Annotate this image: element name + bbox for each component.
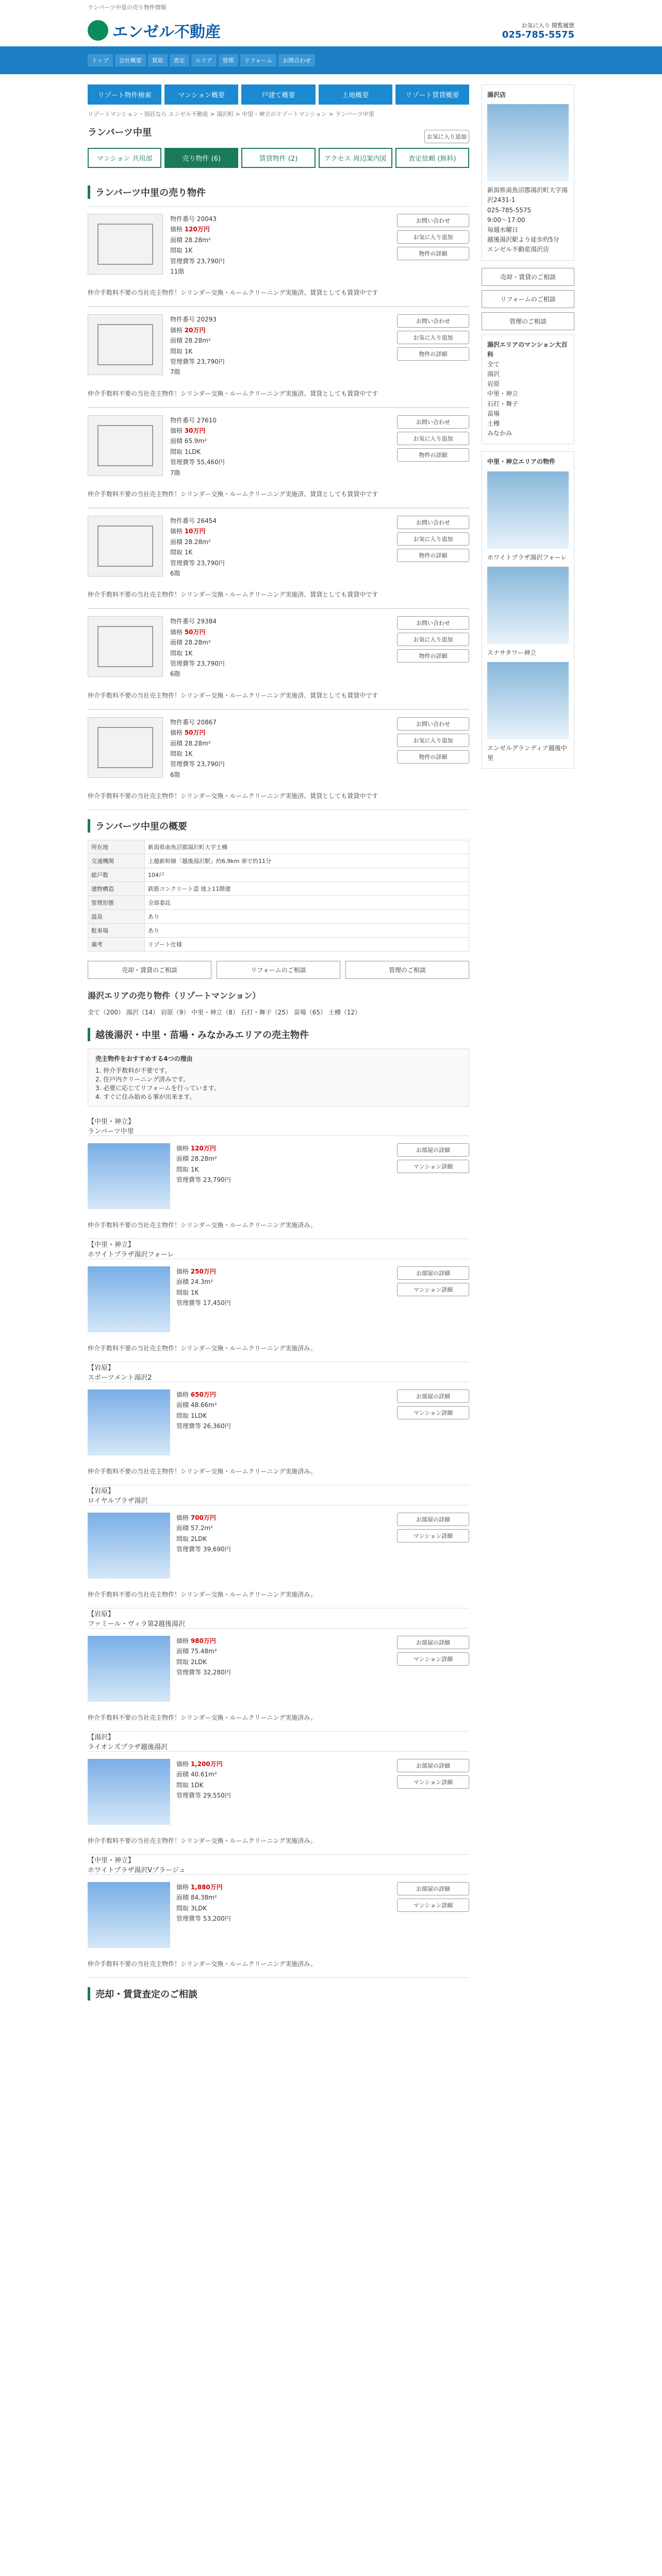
resort-tag: 【中里・神立】 (88, 1118, 135, 1126)
nav-item[interactable]: 買取 (148, 54, 168, 66)
side-property-photo (487, 662, 569, 739)
consult-buttons (88, 961, 469, 979)
property-row (88, 408, 469, 485)
resort-row (88, 1874, 469, 1955)
resort-comment: 仲介手数料不要の当社売主物件！シリンダー交換・ルームクリーニング実施済み。 (88, 1586, 469, 1608)
overview-label: 駐車場 (88, 924, 145, 938)
global-nav (0, 46, 662, 74)
nav-item[interactable]: エリア (191, 54, 217, 66)
resort-photo (88, 1882, 170, 1948)
area-heading: 湯沢エリアの売り物件（リゾートマンション） (88, 991, 261, 1001)
overview-label: 管理形態 (88, 896, 145, 910)
resort-detail-button[interactable]: お部屋の詳細 (397, 1389, 469, 1403)
property-comment: 仲介手数料不要の当社売主物件！シリンダー交換・ルームクリーニング実施済、賃貸としても賃貸中です (88, 586, 469, 608)
resort-row (88, 1259, 469, 1340)
resort-info: 価格 1,880万円 面積 84.38m² 間取 3LDK 管理費等 53,200円 (176, 1884, 231, 1923)
resort-comment: 仲介手数料不要の当社売主物件！シリンダー交換・ルームクリーニング実施済み。 (88, 1216, 469, 1239)
property-row (88, 508, 469, 586)
office-box: 湯沢店 新潟県南魚沼郡湯沢町大字湯沢2431-1 025-785-5575 9:00〜17:00 毎週水曜日 越後湯沢駅より徒歩約5分 エンゼル不動産湯沢店 (482, 84, 574, 261)
area-list-item[interactable]: 苗場 (487, 410, 500, 417)
resort-buttons (397, 1266, 469, 1332)
resort-info: 価格 700万円 面積 57.2m² 間取 2LDK 管理費等 39,690円 (176, 1514, 231, 1553)
resort-buttons (397, 1143, 469, 1209)
resort-photo (88, 1759, 170, 1825)
subtab-1[interactable]: マンション概要 (164, 84, 238, 105)
listing-heading: ランバーツ中里の売り物件 (88, 185, 469, 199)
nav-item[interactable]: お問合わせ (278, 54, 315, 66)
favorite-button[interactable]: お気に入り追加 (397, 633, 469, 646)
site-header (0, 14, 662, 46)
subtab-4[interactable]: リゾート賃貸概要 (395, 84, 469, 105)
tab-common[interactable]: マンション 共用部 (88, 148, 161, 168)
overview-row (88, 868, 469, 882)
resort-block (88, 1362, 469, 1485)
overview-label: 総戸数 (88, 868, 145, 882)
floor-plan (88, 516, 163, 577)
detail-button[interactable]: 物件の詳細 (397, 549, 469, 562)
resort-detail-button[interactable]: お部屋の詳細 (397, 1759, 469, 1772)
resort-info: 価格 980万円 面積 75.48m² 間取 2LDK 管理費等 32,280円 (176, 1637, 231, 1676)
overview-value: 鉄筋コンクリート造 地上11階建 (145, 882, 469, 896)
side-property-name[interactable]: スナサタワー神立 (487, 649, 537, 656)
side-consult-sale[interactable]: 売却・賃貸のご相談 (482, 268, 574, 286)
resort-comment: 仲介手数料不要の当社売主物件！シリンダー交換・ルームクリーニング実施済み。 (88, 1340, 469, 1362)
favorite-button[interactable]: お気に入り追加 (424, 130, 469, 143)
resort-mansion-button[interactable]: マンション詳細 (397, 1406, 469, 1419)
resort-info: 価格 250万円 面積 24.3m² 間取 1K 管理費等 17,450円 (176, 1268, 231, 1307)
resort-buttons (397, 1759, 469, 1825)
overview-value: 上越新幹線「越後湯沢駅」約6.9km 車で約11分 (145, 854, 469, 868)
nav-item[interactable]: 管理 (219, 54, 238, 66)
resort-row (88, 1505, 469, 1586)
side-property-photo (487, 567, 569, 644)
detail-button[interactable]: 物件の詳細 (397, 750, 469, 764)
resort-info: 価格 1,200万円 面積 40.61m² 間取 1DK 管理費等 29,550円 (176, 1760, 231, 1800)
floor-plan (88, 717, 163, 778)
area-list-item[interactable]: 岩原 (487, 380, 500, 388)
resort-block (88, 1485, 469, 1608)
inquiry-button[interactable]: お問い合わせ (397, 717, 469, 731)
nav-item[interactable]: リフォーム (240, 54, 276, 66)
inquiry-button[interactable]: お問い合わせ (397, 516, 469, 529)
property-info: 物件番号 29384 価格 50万円 面積 28.28m² 間取 1K 管理費等 23,790円 6階 (170, 618, 225, 678)
resort-comment: 仲介手数料不要の当社売主物件！シリンダー交換・ルームクリーニング実施済み。 (88, 1955, 469, 1978)
resort-block (88, 1855, 469, 1978)
resort-row (88, 1751, 469, 1832)
header-contact: お気に入り 閲覧履歴 025-785-5575 (502, 22, 574, 40)
side-props-box: 中里・神立エリアの物件 ホワイトプラザ湯沢フォーレ スナサタワー神立 エンゼルグランディア越後中里 (482, 451, 574, 769)
resort-name[interactable]: スポーツメント湯沢2 (88, 1374, 152, 1382)
side-property-photo (487, 471, 569, 549)
inquiry-button[interactable]: お問い合わせ (397, 314, 469, 328)
resort-block (88, 1732, 469, 1855)
resort-name[interactable]: ファミール・ヴィラ第2越後湯沢 (88, 1620, 185, 1629)
floor-plan (88, 415, 163, 476)
inquiry-button[interactable]: お問い合わせ (397, 214, 469, 227)
top-bar: ランバーツ中里の売り物件情報 (88, 4, 167, 11)
property-buttons (397, 616, 469, 679)
resort-name[interactable]: ロイヤルプラザ湯沢 (88, 1497, 148, 1505)
favorite-button[interactable]: お気に入り追加 (397, 230, 469, 244)
detail-button[interactable]: 物件の詳細 (397, 649, 469, 663)
property-buttons (397, 214, 469, 277)
nav-item[interactable]: トップ (88, 54, 113, 66)
logo-mark-icon (88, 20, 108, 41)
resort-block (88, 1116, 469, 1239)
area-list-item[interactable]: 湯沢 (487, 370, 500, 378)
resort-tag: 【湯沢】 (88, 1734, 115, 1742)
resort-photo (88, 1266, 170, 1332)
property-buttons (397, 516, 469, 579)
overview-label: 建物構造 (88, 882, 145, 896)
site-logo[interactable]: エンゼル不動産 (88, 19, 221, 42)
side-property-name[interactable]: ホワイトプラザ湯沢フォーレ (487, 553, 567, 561)
resort-buttons (397, 1882, 469, 1948)
resort-comment: 仲介手数料不要の当社売主物件！シリンダー交換・ルームクリーニング実施済み。 (88, 1463, 469, 1485)
property-info: 物件番号 20867 価格 50万円 面積 28.28m² 間取 1K 管理費等 23,790円 6階 (170, 718, 225, 778)
sub-tabs (88, 84, 469, 105)
resort-row (88, 1382, 469, 1463)
resort-tag: 【中里・神立】 (88, 1241, 135, 1249)
inquiry-button[interactable]: お問い合わせ (397, 415, 469, 429)
breadcrumb: リゾートマンション・別荘なら エンゼル不動産 > 湯沢町 > 中里・神立のリゾートマンション > ランバーツ中里 (88, 111, 374, 117)
resort-photo (88, 1636, 170, 1702)
favorite-button[interactable]: お気に入り追加 (397, 734, 469, 747)
resort-comment: 仲介手数料不要の当社売主物件！シリンダー交換・ルームクリーニング実施済み。 (88, 1709, 469, 1732)
property-info: 物件番号 26454 価格 10万円 面積 28.28m² 間取 1K 管理費等 23,790円 6階 (170, 517, 225, 577)
overview-label: 所在地 (88, 840, 145, 854)
property-buttons (397, 415, 469, 478)
consult-sale-button[interactable]: 売却・賃貸のご相談 (88, 961, 211, 979)
resort-detail-button[interactable]: お部屋の詳細 (397, 1143, 469, 1157)
overview-value: 全部委託 (145, 896, 469, 910)
resort-mansion-button[interactable]: マンション詳細 (397, 1283, 469, 1296)
resort-detail-button[interactable]: お部屋の詳細 (397, 1882, 469, 1895)
consult-reform-button[interactable]: リフォームのご相談 (217, 961, 340, 979)
resort-tag: 【岩原】 (88, 1611, 115, 1619)
property-comment: 仲介手数料不要の当社売主物件！シリンダー交換・ルームクリーニング実施済、賃貸としても賃貸中です (88, 687, 469, 709)
property-info: 物件番号 27610 価格 30万円 面積 65.9m² 間取 1LDK 管理費等 55,460円 7階 (170, 416, 225, 477)
overview-value: あり (145, 910, 469, 924)
property-buttons (397, 717, 469, 780)
inquiry-button[interactable]: お問い合わせ (397, 616, 469, 630)
resort-name[interactable]: ランバーツ中里 (88, 1128, 134, 1136)
overview-label: 温泉 (88, 910, 145, 924)
area-list-box: 湯沢エリアのマンション大百科 全て 湯沢 岩原 中里・神立 石打・舞子 苗場 土樽 みなかみ (482, 334, 574, 445)
overview-row (88, 896, 469, 910)
overview-table (88, 840, 469, 952)
tab-valuation[interactable]: 査定依頼 (無料) (395, 148, 469, 168)
resort-row (88, 1628, 469, 1709)
property-buttons (397, 314, 469, 377)
resort-name[interactable]: ホワイトプラザ湯沢Vプラージュ (88, 1867, 186, 1875)
property-comment: 仲介手数料不要の当社売主物件！シリンダー交換・ルームクリーニング実施済、賃貸としても賃貸中です (88, 485, 469, 508)
overview-row (88, 840, 469, 854)
property-info: 物件番号 20293 価格 20万円 面積 28.28m² 間取 1K 管理費等 23,790円 7階 (170, 316, 225, 376)
detail-button[interactable]: 物件の詳細 (397, 448, 469, 462)
property-row (88, 206, 469, 284)
resort-detail-button[interactable]: お部屋の詳細 (397, 1636, 469, 1649)
property-row (88, 307, 469, 384)
floor-plan (88, 616, 163, 677)
resort-buttons (397, 1513, 469, 1579)
area-list-item[interactable]: 中里・神立 (487, 390, 519, 398)
area-list-item[interactable]: 全て (487, 360, 500, 368)
side-property-name[interactable]: エンゼルグランディア越後中里 (487, 744, 567, 762)
resort-block (88, 1239, 469, 1362)
bottom-heading: 売却・賃貸査定のご相談 (88, 1987, 469, 2001)
property-tabs (88, 148, 469, 168)
resort-tag: 【中里・神立】 (88, 1857, 135, 1865)
resort-mansion-button[interactable]: マンション詳細 (397, 1775, 469, 1789)
overview-row (88, 882, 469, 896)
resort-tag: 【岩原】 (88, 1487, 115, 1496)
resort-buttons (397, 1636, 469, 1702)
property-comment: 仲介手数料不要の当社売主物件！シリンダー交換・ルームクリーニング実施済、賃貸としても賃貸中です (88, 284, 469, 307)
area-links[interactable]: 全て（200） 湯沢（14） 岩原（9） 中里・神立（8） 石打・舞子（25） 苗場（65） 土樽（12） (88, 1009, 361, 1016)
resort-comment: 仲介手数料不要の当社売主物件！シリンダー交換・ルームクリーニング実施済み。 (88, 1832, 469, 1855)
nav-item[interactable]: 会社概要 (115, 54, 146, 66)
overview-value: 104戸 (145, 868, 469, 882)
subtab-0[interactable]: リゾート物件検索 (88, 84, 161, 105)
consult-manage-button[interactable]: 管理のご相談 (345, 961, 469, 979)
overview-value: あり (145, 924, 469, 938)
favorite-button[interactable]: お気に入り追加 (397, 331, 469, 344)
overview-heading: ランバーツ中里の概要 (88, 819, 469, 833)
property-row (88, 709, 469, 787)
side-consult-manage[interactable]: 管理のご相談 (482, 312, 574, 330)
resort-mansion-button[interactable]: マンション詳細 (397, 1652, 469, 1666)
resort-mansion-button[interactable]: マンション詳細 (397, 1160, 469, 1173)
tab-sale[interactable]: 売り物件 (6) (164, 148, 238, 168)
nav-item[interactable]: 査定 (170, 54, 189, 66)
tab-access[interactable]: アクセス 周辺案内図 (319, 148, 392, 168)
resort-detail-button[interactable]: お部屋の詳細 (397, 1513, 469, 1526)
subtab-3[interactable]: 土地概要 (319, 84, 392, 105)
resort-photo (88, 1389, 170, 1455)
resort-name[interactable]: ホワイトプラザ湯沢フォーレ (88, 1251, 174, 1259)
overview-row (88, 854, 469, 868)
property-comment: 仲介手数料不要の当社売主物件！シリンダー交換・ルームクリーニング実施済、賃貸としても賃貸中です (88, 787, 469, 810)
floor-plan (88, 214, 163, 275)
subtab-2[interactable]: 戸建て概要 (241, 84, 315, 105)
favorite-button[interactable]: お気に入り追加 (397, 532, 469, 546)
resort-detail-button[interactable]: お部屋の詳細 (397, 1266, 469, 1280)
resort-block (88, 1608, 469, 1732)
detail-button[interactable]: 物件の詳細 (397, 347, 469, 361)
resort-heading: 越後湯沢・中里・苗場・みなかみエリアの売主物件 (88, 1028, 469, 1041)
floor-plan (88, 314, 163, 375)
property-info: 物件番号 20043 価格 120万円 面積 28.28m² 間取 1K 管理費等 23,790円 11階 (170, 215, 225, 275)
overview-label: 交通機関 (88, 854, 145, 868)
property-row (88, 608, 469, 686)
area-list-item[interactable]: 石打・舞子 (487, 400, 519, 408)
resort-photo (88, 1143, 170, 1209)
page-title: ランバーツ中里 (88, 127, 152, 138)
area-list-item[interactable]: みなかみ (487, 430, 512, 437)
overview-row (88, 924, 469, 938)
resort-photo (88, 1513, 170, 1579)
resort-buttons (397, 1389, 469, 1455)
area-list-item[interactable]: 土樽 (487, 420, 500, 427)
resort-mansion-button[interactable]: マンション詳細 (397, 1899, 469, 1912)
favorite-button[interactable]: お気に入り追加 (397, 432, 469, 445)
resort-name[interactable]: ライオンズプラザ越後湯沢 (88, 1743, 168, 1752)
resort-mansion-button[interactable]: マンション詳細 (397, 1529, 469, 1543)
overview-row (88, 938, 469, 952)
reason-box: 売主物件をおすすめする4つの理由 1. 仲介手数料が不要です。 2. 住戸内クリーニング済みです。 3. 必要に応じてリフォームを行っています。 4. すぐに住み始める事が出来ます。 (88, 1048, 469, 1107)
resort-row (88, 1136, 469, 1216)
detail-button[interactable]: 物件の詳細 (397, 247, 469, 260)
tab-rent[interactable]: 賃貸物件 (2) (241, 148, 315, 168)
overview-value: リゾート仕様 (145, 938, 469, 952)
overview-value: 新潟県南魚沼郡湯沢町大字土樽 (145, 840, 469, 854)
overview-row (88, 910, 469, 924)
overview-label: 備考 (88, 938, 145, 952)
office-photo (487, 104, 569, 181)
resort-info: 価格 120万円 面積 28.28m² 間取 1K 管理費等 23,790円 (176, 1145, 231, 1184)
resort-info: 価格 650万円 面積 48.66m² 間取 1LDK 管理費等 26,360円 (176, 1391, 231, 1430)
resort-tag: 【岩原】 (88, 1364, 115, 1372)
property-comment: 仲介手数料不要の当社売主物件！シリンダー交換・ルームクリーニング実施済、賃貸としても賃貸中です (88, 385, 469, 408)
side-consult-reform[interactable]: リフォームのご相談 (482, 290, 574, 308)
